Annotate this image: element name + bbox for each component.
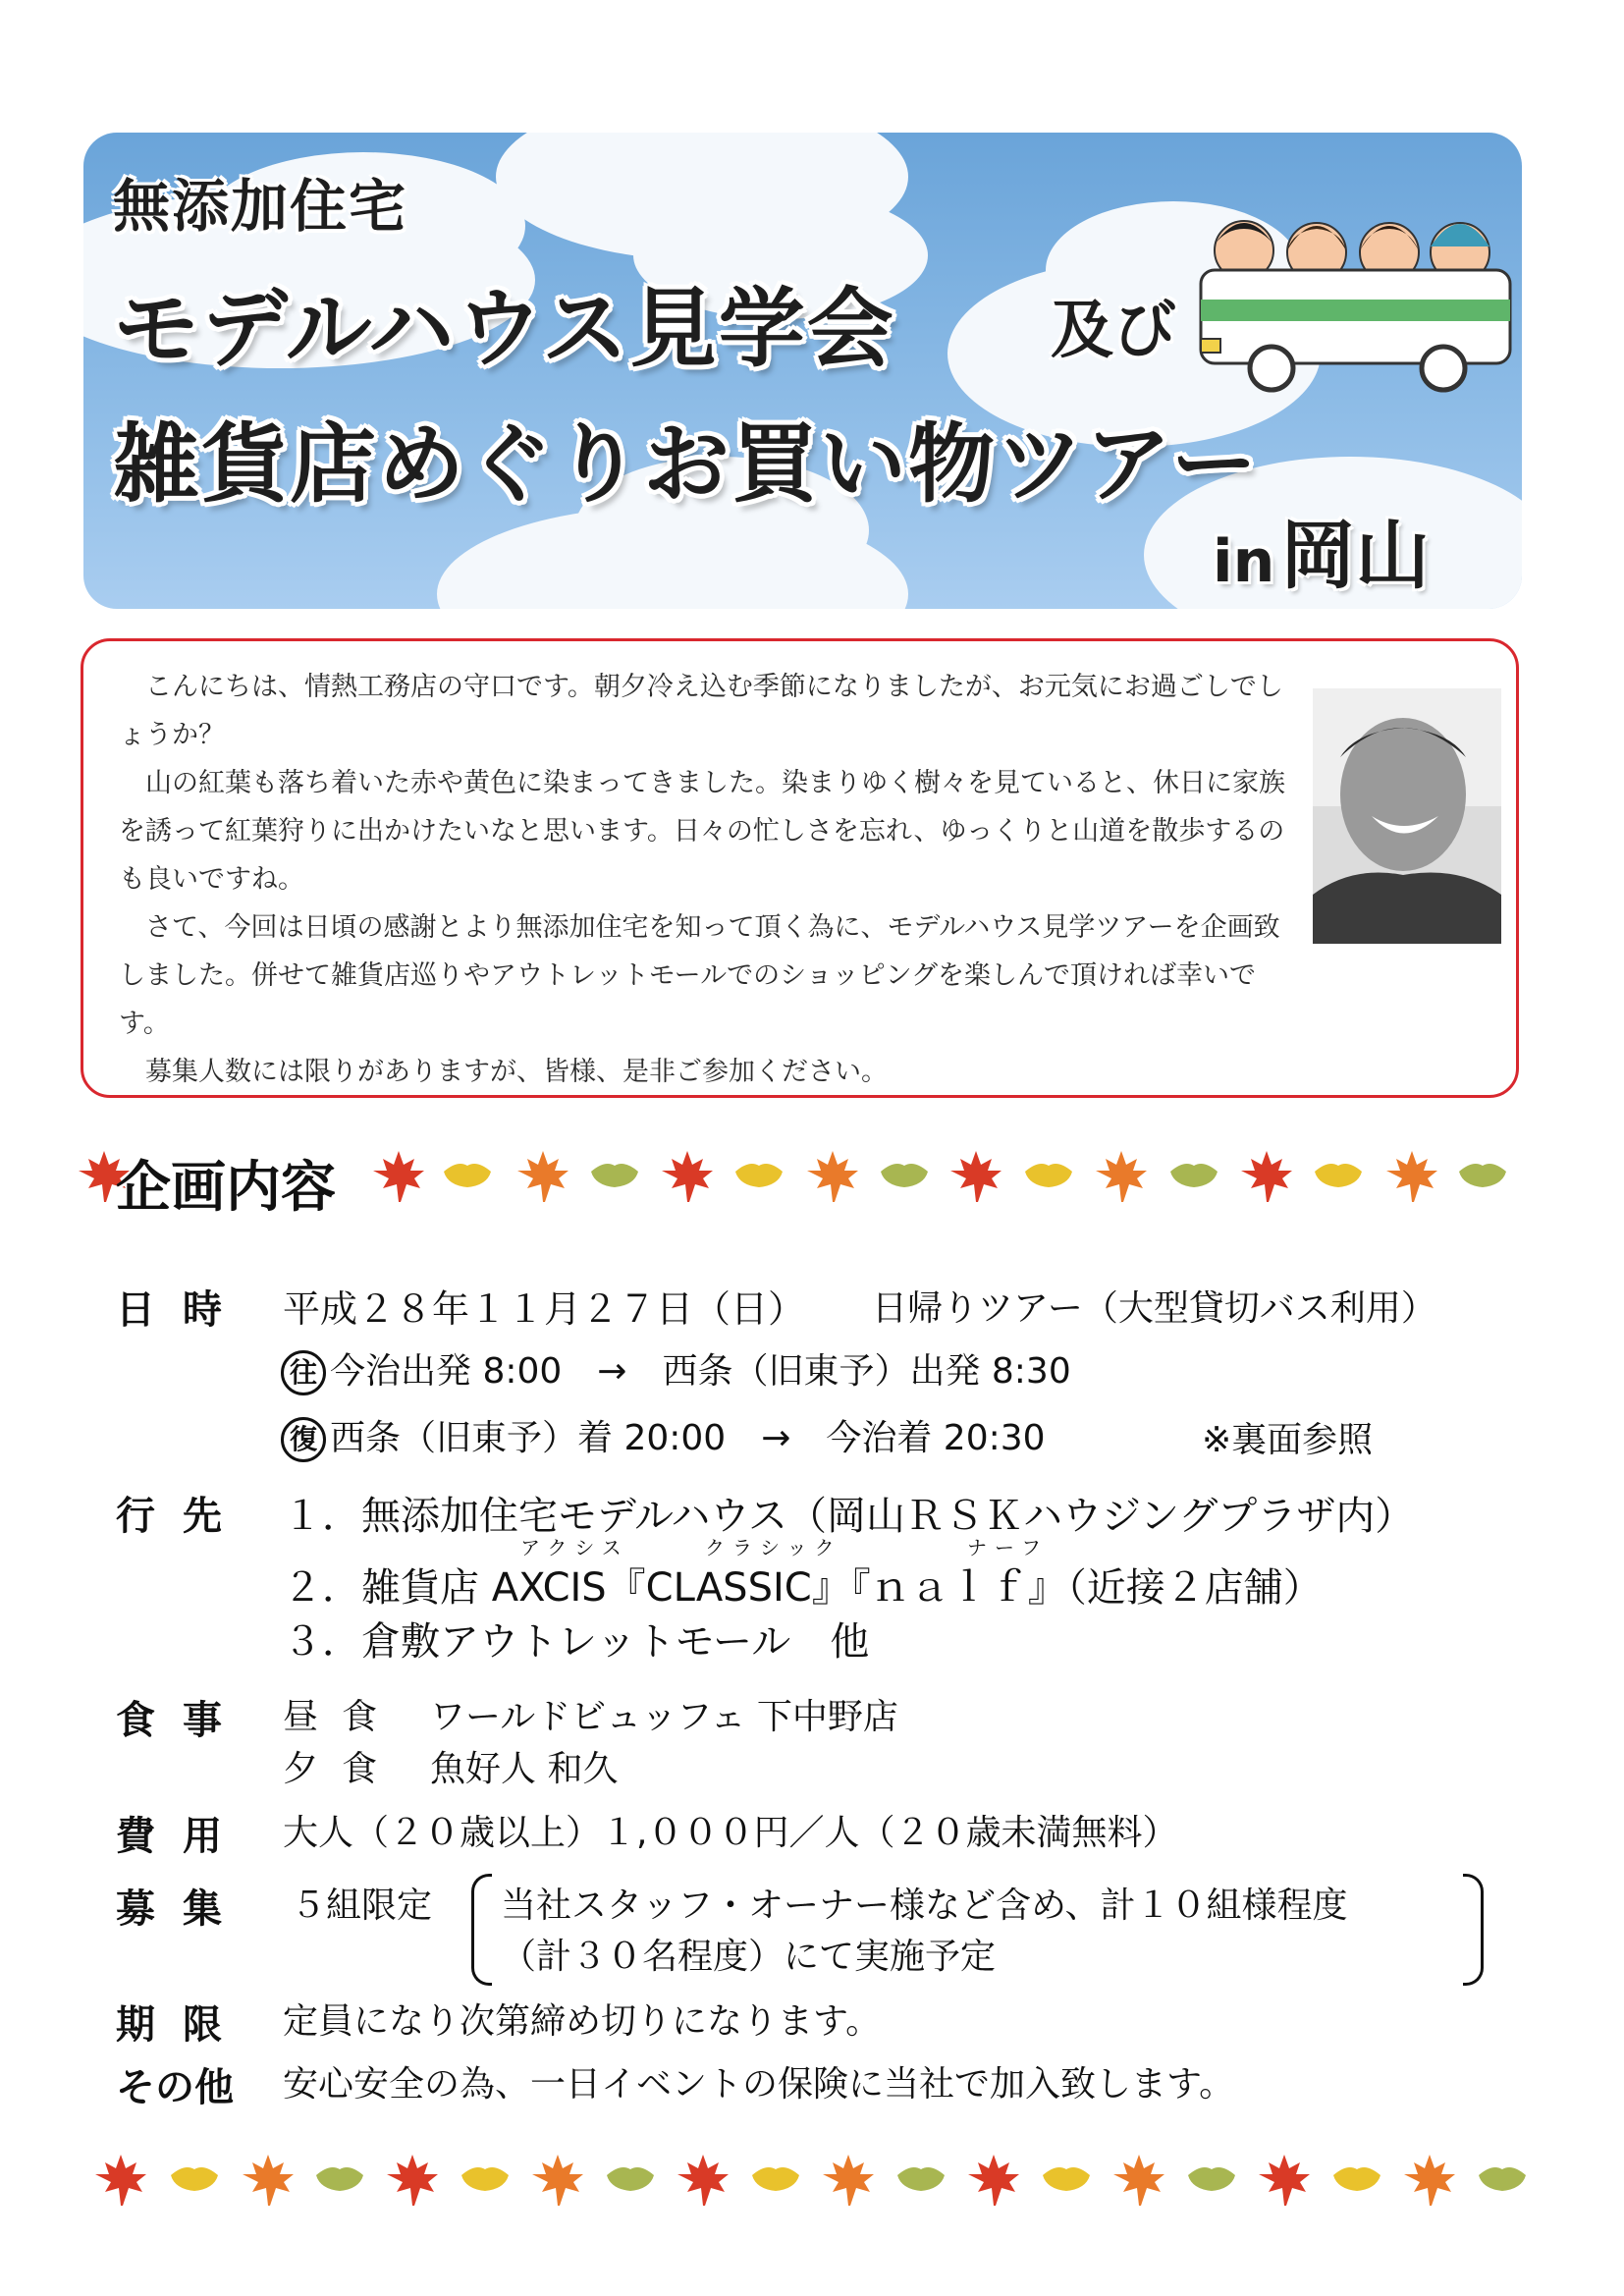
destination-item: ３．倉敷アウトレットモール 他 (283, 1619, 870, 1665)
banner-in: in (1213, 527, 1275, 596)
ginkgo-leaf-icon (1021, 1154, 1076, 1209)
ginkgo-leaf-icon (458, 2158, 513, 2213)
ginkgo-leaf-icon (1184, 2158, 1239, 2213)
destination-item: ２．雑貨店 AXCIS『CLASSIC』『ｎａｌｆ』（近接２店舗） (283, 1565, 1323, 1611)
recruit-value: ５組限定 (291, 1886, 433, 1926)
ginkgo-leaf-icon (1166, 1154, 1221, 1209)
lunch-label: 昼食 (283, 1697, 402, 1737)
schedule-return: 西条（旧東予）着 20:00 → 今治着 20:30 (330, 1418, 1046, 1458)
greeting-paragraph: 募集人数には限りがありますが、皆様、是非ご参加ください。 (145, 1057, 888, 1087)
return-mark: 復 (281, 1417, 326, 1462)
ginkgo-leaf-icon (731, 1154, 786, 1209)
ginkgo-leaf-icon (1475, 2158, 1530, 2213)
destinations-label: 行先 (116, 1494, 249, 1539)
maple-leaf-icon (821, 2153, 876, 2208)
other-value: 安心安全の為、一日イベントの保険に当社で加入致します。 (283, 2064, 1235, 2105)
banner-subtitle: 無添加住宅 (113, 173, 408, 240)
maple-leaf-icon (385, 2153, 440, 2208)
ginkgo-leaf-icon (1039, 2158, 1094, 2213)
header-banner (83, 133, 1522, 609)
bus-with-children-icon (1193, 172, 1517, 398)
maple-leaf-icon (1111, 2153, 1166, 2208)
maple-leaf-icon (1239, 1149, 1294, 1204)
greeting-box (81, 638, 1519, 1098)
section-title: 企画内容 (116, 1156, 336, 1220)
meals-label: 食事 (116, 1698, 249, 1743)
maple-leaf-icon (1257, 2153, 1312, 2208)
ginkgo-leaf-icon (1329, 2158, 1384, 2213)
ginkgo-leaf-icon (440, 1154, 495, 1209)
banner-location (1213, 496, 1430, 603)
banner-oyobi: 及び (1051, 295, 1176, 367)
greeting-text (119, 663, 1346, 1096)
ginkgo-leaf-icon (877, 1154, 932, 1209)
maple-leaf-icon (93, 2153, 148, 2208)
maple-leaf-icon (1384, 1149, 1439, 1204)
recruit-note-line2: （計３０名程度）にて実施予定 (501, 1937, 997, 1977)
ginkgo-leaf-icon (587, 1154, 642, 1209)
maple-leaf-icon (530, 2153, 585, 2208)
maple-leaf-icon (660, 1149, 715, 1204)
ginkgo-leaf-icon (1311, 1154, 1366, 1209)
maple-leaf-icon (371, 1149, 426, 1204)
ginkgo-leaf-icon (603, 2158, 658, 2213)
outbound-mark: 往 (281, 1350, 326, 1395)
maple-leaf-icon (805, 1149, 860, 1204)
maple-leaf-icon (515, 1149, 570, 1204)
deadline-value: 定員になり次第締め切りになります。 (283, 2001, 882, 2042)
schedule-date: 平成２８年１１月２７日（日） (283, 1287, 806, 1331)
greeting-paragraph: さて、今回は日頃の感謝とより無添加住宅を知って頂く為に、モデルハウス見学ツアーを企画致しました。併せて雑貨店巡りやアウトレットモールでのショッピングを楽しんで頂ければ幸いです。 (119, 912, 1280, 1039)
bracket-left (471, 1874, 492, 1986)
recruit-label: 募集 (116, 1886, 249, 1932)
greeting-paragraph: こんにちは、情熱工務店の守口です。朝夕冷え込む季節になりましたが、お元気にお過ごしでしょうか？ (119, 672, 1283, 750)
schedule-outbound: 今治出発 8:00 → 西条（旧東予）出発 8:30 (330, 1351, 1071, 1392)
ginkgo-leaf-icon (748, 2158, 803, 2213)
cost-value: 大人（２０歳以上）１,０００円／人（２０歳未満無料） (283, 1813, 1178, 1853)
cost-label: 費用 (116, 1814, 249, 1859)
deadline-label: 期限 (116, 2002, 249, 2048)
maple-leaf-icon (241, 2153, 296, 2208)
banner-place: 岡山 (1280, 512, 1431, 599)
ruby-nalf: ナーフ (967, 1536, 1049, 1559)
other-label: その他 (116, 2065, 234, 2110)
ginkgo-leaf-icon (1455, 1154, 1510, 1209)
ruby-classic: クラシック (705, 1536, 842, 1559)
maple-leaf-icon (966, 2153, 1021, 2208)
dinner-value: 魚好人 和久 (430, 1749, 619, 1789)
bracket-right (1463, 1874, 1484, 1986)
staff-photo (1313, 688, 1501, 944)
banner-title-line2: 雑貨店めぐりお買い物ツアー (113, 413, 1260, 515)
destination-item: １．無添加住宅モデルハウス（岡山ＲＳＫハウジングプラザ内） (283, 1494, 1415, 1539)
ginkgo-leaf-icon (167, 2158, 222, 2213)
ginkgo-leaf-icon (312, 2158, 367, 2213)
banner-title-line1: モデルハウス見学会 (113, 278, 895, 379)
ginkgo-leaf-icon (893, 2158, 948, 2213)
maple-leaf-icon (1402, 2153, 1457, 2208)
lunch-value: ワールドビュッフェ 下中野店 (430, 1697, 898, 1737)
maple-leaf-icon (1094, 1149, 1149, 1204)
maple-leaf-icon (676, 2153, 731, 2208)
schedule-label: 日時 (116, 1287, 249, 1333)
dinner-label: 夕食 (283, 1749, 402, 1789)
schedule-return-note: ※裏面参照 (1202, 1420, 1374, 1460)
recruit-note-line1: 当社スタッフ・オーナー様など含め、計１０組様程度 (501, 1886, 1348, 1926)
maple-leaf-icon (948, 1149, 1003, 1204)
greeting-paragraph: 山の紅葉も落ち着いた赤や黄色に染まってきました。染まりゆく樹々を見ていると、休日に家族を誘って紅葉狩りに出かけたいなと思います。日々の忙しさを忘れ、ゆっくりと山道を散歩するのも良いですね。 (119, 768, 1285, 895)
schedule-note: 日帰りツアー（大型貸切バス利用） (872, 1288, 1436, 1329)
ruby-axcis: アクシス (520, 1536, 629, 1559)
